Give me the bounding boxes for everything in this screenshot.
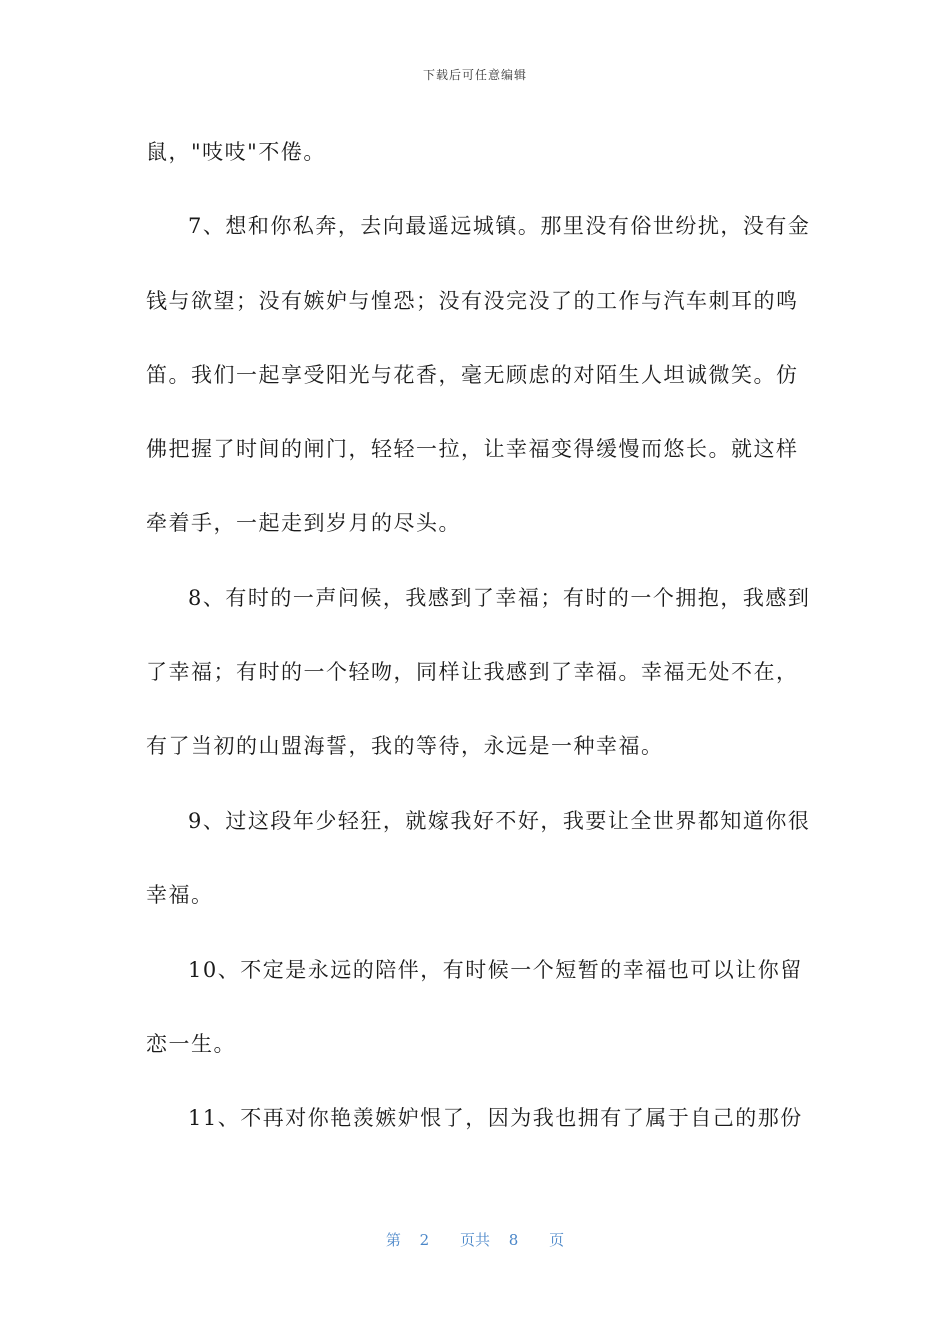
body-line: 牵着手，一起走到岁月的尽头。 xyxy=(146,511,461,535)
paragraph-8-line-1: 8、有时的一声问候，我感到了幸福；有时的一个拥抱，我感到 xyxy=(188,586,811,610)
footer-prefix: 第 xyxy=(385,1231,401,1249)
paragraph-11-line-1: 11、不再对你艳羡嫉妒恨了，因为我也拥有了属于自己的那份 xyxy=(188,1106,803,1130)
page-header: 下载后可任意编辑 xyxy=(422,68,527,82)
paragraph-9-line-1: 9、过这段年少轻狂，就嫁我好不好，我要让全世界都知道你很 xyxy=(188,809,811,833)
paragraph-7-line-1: 7、想和你私奔，去向最遥远城镇。那里没有俗世纷扰，没有金 xyxy=(188,214,811,238)
body-line: 幸福。 xyxy=(146,883,214,907)
page-footer xyxy=(0,1229,950,1250)
body-line: 了幸福；有时的一个轻吻，同样让我感到了幸福。幸福无处不在， xyxy=(146,660,799,684)
body-line: 钱与欲望；没有嫉妒与惶恐；没有没完没了的工作与汽车刺耳的鸣 xyxy=(146,289,799,313)
body-line: 有了当初的山盟海誓，我的等待，永远是一种幸福。 xyxy=(146,734,664,758)
body-line: 佛把握了时间的闸门，轻轻一拉，让幸福变得缓慢而悠长。就这样 xyxy=(146,437,799,461)
footer-middle: 页共 xyxy=(459,1231,490,1249)
footer-suffix: 页 xyxy=(549,1231,565,1249)
body-line: 恋一生。 xyxy=(146,1032,236,1056)
footer-current-page: 2 xyxy=(419,1231,430,1249)
paragraph-10-line-1: 10、不定是永远的陪伴，有时候一个短暂的幸福也可以让你留 xyxy=(188,958,803,982)
body-line: 鼠，"吱吱"不倦。 xyxy=(146,140,326,164)
footer-total-pages: 8 xyxy=(508,1231,519,1249)
body-line: 笛。我们一起享受阳光与花香，毫无顾虑的对陌生人坦诚微笑。仿 xyxy=(146,363,799,387)
